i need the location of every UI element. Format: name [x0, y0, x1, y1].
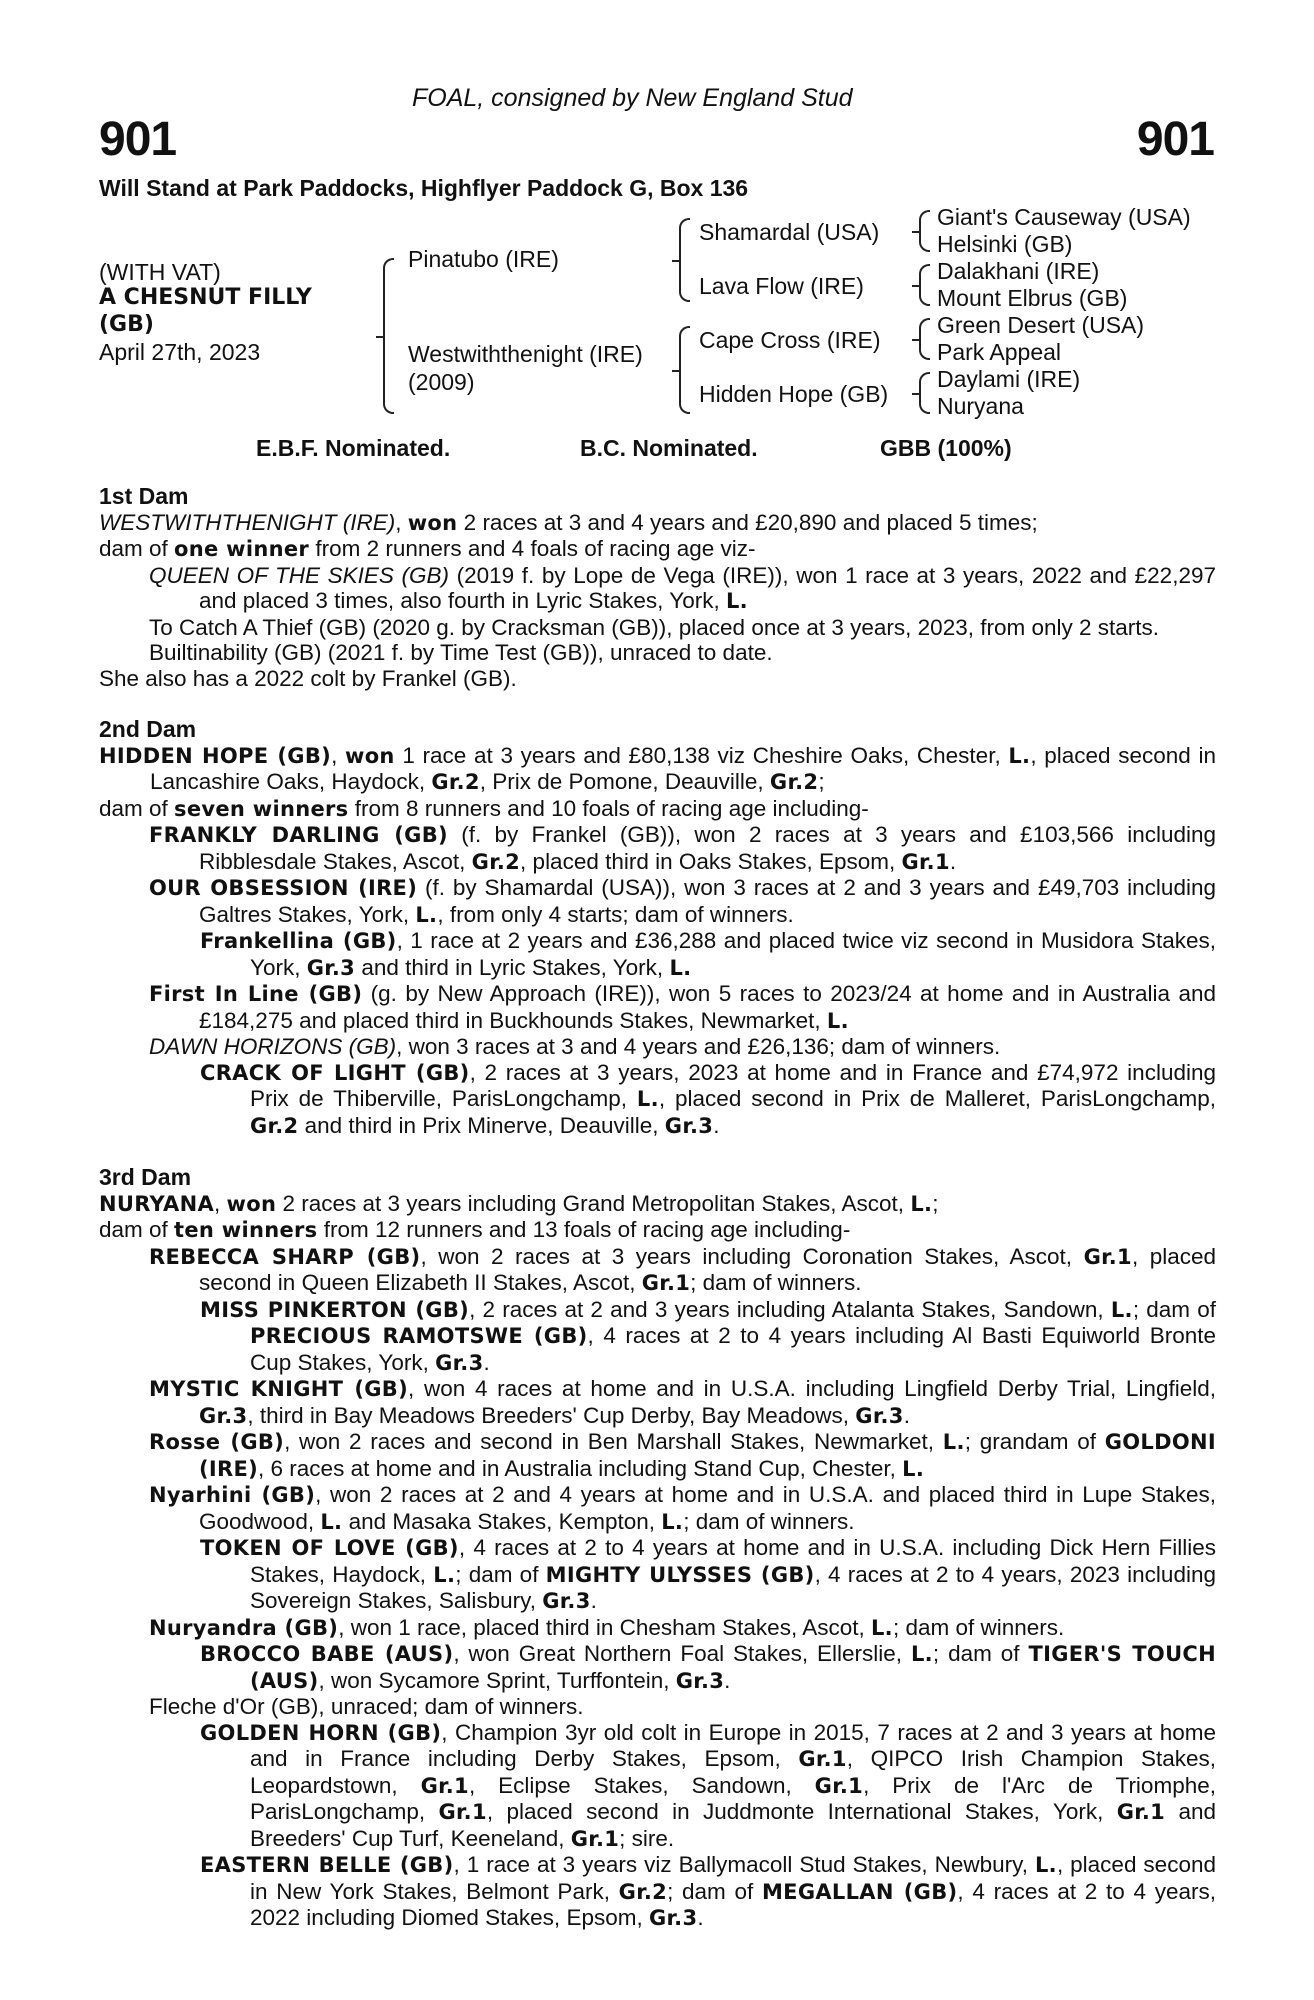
dam: Westwiththenight (IRE) [408, 341, 643, 367]
ddd: Nuryana [937, 393, 1024, 419]
pedigree-brace-main [383, 258, 394, 414]
sire-dam: Lava Flow (IRE) [699, 273, 864, 299]
dam1-progeny-4: She also has a 2022 colt by Frankel (GB). [99, 665, 517, 691]
dam2-progeny-frankly-darling: FRANKLY DARLING (GB) (f. by Frankel (GB)), won 2 races at 3 years and £103,566 including Ribblesdale Stakes, Ascot, Gr.2, placed third in Oaks Stakes, Epsom, Gr.1. [149, 822, 1217, 874]
dam3-progeny-rosse: Rosse (GB), won 2 races and second in Ben Marshall Stakes, Newmarket, L.; grandam of GOLDONI (IRE), 6 races at home and in Australia including Stand Cup, Chester, L. [149, 1429, 1216, 1481]
bc-nomination: B.C. Nominated. [580, 435, 758, 461]
pedigree-brace-dam [679, 326, 690, 414]
catalogue-body [99, 484, 1216, 1932]
vat-note: (WITH VAT) [99, 259, 221, 285]
sire: Pinatubo (IRE) [408, 246, 559, 272]
pedigree-brace-ss [919, 210, 930, 252]
dam3-progeny-brocco-babe: BROCCO BABE (AUS), won Great Northern Foal Stakes, Ellerslie, L.; dam of TIGER'S TOUCH (AUS), won Sycamore Sprint, Turffontein, Gr.3. [200, 1641, 1217, 1693]
dam2-progeny-dawn-horizons: DAWN HORIZONS (GB), won 3 races at 3 and 4 years and £26,136; dam of winners. [149, 1034, 1001, 1059]
dam2-progeny-crack-of-light: CRACK OF LIGHT (GB), 2 races at 3 years, 2023 at home and in France and £74,972 including Prix de Thiberville, ParisLongchamp, L., placed second in Prix de Malleret, ParisLongchamp, Gr.2 and third in Prix Minerve, Deauville, Gr.3. [200, 1059, 1217, 1138]
pedigree-brace-sd [919, 264, 930, 306]
pedigree-brace-sire [679, 218, 690, 302]
dsd: Park Appeal [937, 339, 1062, 365]
consignor-line: FOAL, consigned by New England Stud [412, 84, 853, 112]
dam-dam: Hidden Hope (GB) [699, 381, 889, 407]
dam3-line1: NURYANA, won 2 races at 3 years including Grand Metropolitan Stakes, Ascot, L.; [99, 1190, 939, 1216]
dam2-line2: dam of seven winners from 8 runners and 10 foals of racing age including- [99, 795, 869, 821]
dam2-progeny-frankellina: Frankellina (GB), 1 race at 2 years and £36,288 and placed twice viz second in Musidora Stakes, York, Gr.3 and third in Lyric Stakes, York, L. [200, 928, 1217, 980]
dss: Green Desert (USA) [937, 312, 1145, 338]
dam3-line2: dam of ten winners from 12 runners and 13 foals of racing age including- [99, 1217, 851, 1242]
dam1-progeny-3: Builtinability (GB) (2021 f. by Time Test (GB)), unraced to date. [149, 640, 773, 665]
horse-description-country: (GB) [99, 312, 154, 337]
pedigree-brace-ds [919, 318, 930, 360]
dam2-progeny-first-in-line: First In Line (GB) (g. by New Approach (IRE)), won 5 races to 2023/24 at home and in Australia and £184,275 and placed third in Buckhounds Stakes, Newmarket, L. [149, 981, 1216, 1033]
dam3-progeny-nyarhini: Nyarhini (GB), won 2 races at 2 and 4 years at home and in U.S.A. and placed third in Lupe Stakes, Goodwood, L. and Masaka Stakes, Kempton, L.; dam of winners. [149, 1482, 1216, 1534]
ebf-nomination: E.B.F. Nominated. [256, 435, 451, 461]
lot-number-left: 901 [99, 113, 177, 166]
ssd: Helsinki (GB) [937, 231, 1073, 257]
sdd: Mount Elbrus (GB) [937, 285, 1128, 311]
horse-description: A CHESNUT FILLY [99, 285, 312, 310]
pedigree-brace-dd [919, 372, 930, 414]
dam1-line2: dam of one winner from 2 runners and 4 foals of racing age viz- [99, 536, 756, 561]
dam3-progeny-miss-pinkerton: MISS PINKERTON (GB), 2 races at 2 and 3 years including Atalanta Stakes, Sandown, L.; dam of PRECIOUS RAMOTSWE (GB), 4 races at 2 to 4 years including Al Basti Equiworld Bronte Cup Stakes, York, Gr.3. [200, 1296, 1216, 1375]
gbb-status: GBB (100%) [880, 435, 1012, 461]
dam3-heading: 3rd Dam [99, 1164, 192, 1190]
dam1-heading: 1st Dam [99, 483, 189, 509]
dam3-progeny-token-of-love: TOKEN OF LOVE (GB), 4 races at 2 to 4 years at home and in U.S.A. including Dick Hern Fillies Stakes, Haydock, L.; dam of MIGHTY ULYSSES (GB), 4 races at 2 to 4 years, 2023 including Sovereign Stakes, Salisbury, Gr.3. [200, 1535, 1216, 1613]
dam-year: (2009) [408, 369, 475, 395]
dam-sire: Cape Cross (IRE) [699, 327, 881, 353]
dam2-progeny-our-obsession: OUR OBSESSION (IRE) (f. by Shamardal (USA)), won 3 races at 2 and 3 years and £49,703 including Galtres Stakes, York, L., from only 4 starts; dam of winners. [149, 875, 1216, 927]
sds: Dalakhani (IRE) [937, 258, 1100, 284]
dam2-heading: 2nd Dam [99, 716, 197, 742]
stand-location: Will Stand at Park Paddocks, Highflyer Paddock G, Box 136 [99, 175, 749, 201]
dds: Daylami (IRE) [937, 366, 1081, 392]
dam2-line1: HIDDEN HOPE (GB), won 1 race at 3 years and £80,138 viz Cheshire Oaks, Chester, L., placed second in Lancashire Oaks, Haydock, Gr.2, Prix de Pomone, Deauville, Gr.2; [99, 742, 1216, 794]
lot-number-right: 901 [1136, 113, 1214, 166]
dam3-progeny-golden-horn: GOLDEN HORN (GB), Champion 3yr old colt in Europe in 2015, 7 races at 2 and 3 years at home and in France including Derby Stakes, Epsom, Gr.1, QIPCO Irish Champion Stakes, Leopardstown, Gr.1, Eclipse Stakes, Sandown, Gr.1, Prix de l'Arc de Triomphe, ParisLongchamp, Gr.1, placed second in Juddmonte International Stakes, York, Gr.1 and Breeders' Cup Turf, Keeneland, Gr.1; sire. [200, 1719, 1217, 1851]
dam1-line1: WESTWITHTHENIGHT (IRE), won 2 races at 3 and 4 years and £20,890 and placed 5 times; [99, 509, 1038, 535]
sire-sire: Shamardal (USA) [699, 219, 880, 245]
dam3-progeny-fleche-dor: Fleche d'Or (GB), unraced; dam of winners. [149, 1694, 584, 1719]
dam3-progeny-eastern-belle: EASTERN BELLE (GB), 1 race at 3 years viz Ballymacoll Stud Stakes, Newbury, L., placed second in New York Stakes, Belmont Park, Gr.2; dam of MEGALLAN (GB), 4 races at 2 to 4 years, 2022 including Diomed Stakes, Epsom, Gr.3. [200, 1852, 1216, 1930]
dam3-progeny-nuryandra: Nuryandra (GB), won 1 race, placed third in Chesham Stakes, Ascot, L.; dam of winners. [149, 1614, 1065, 1640]
date-of-birth: April 27th, 2023 [99, 339, 261, 365]
dam3-progeny-rebecca-sharp: REBECCA SHARP (GB), won 2 races at 3 years including Coronation Stakes, Ascot, Gr.1, placed second in Queen Elizabeth II Stakes, Ascot, Gr.1; dam of winners. [149, 1243, 1217, 1295]
dam1-progeny-1: QUEEN OF THE SKIES (GB) (2019 f. by Lope de Vega (IRE)), won 1 race at 3 years, 2022 and £22,297 and placed 3 times, also fourth in Lyric Stakes, York, L. [149, 562, 1216, 613]
sss: Giant's Causeway (USA) [937, 204, 1191, 230]
dam1-progeny-2: To Catch A Thief (GB) (2020 g. by Cracksman (GB)), placed once at 3 years, 2023, from only 2 starts. [149, 614, 1160, 640]
dam3-progeny-mystic-knight: MYSTIC KNIGHT (GB), won 4 races at home and in U.S.A. including Lingfield Derby Trial, Lingfield, Gr.3, third in Bay Meadows Breeders' Cup Derby, Bay Meadows, Gr.3. [149, 1376, 1216, 1428]
